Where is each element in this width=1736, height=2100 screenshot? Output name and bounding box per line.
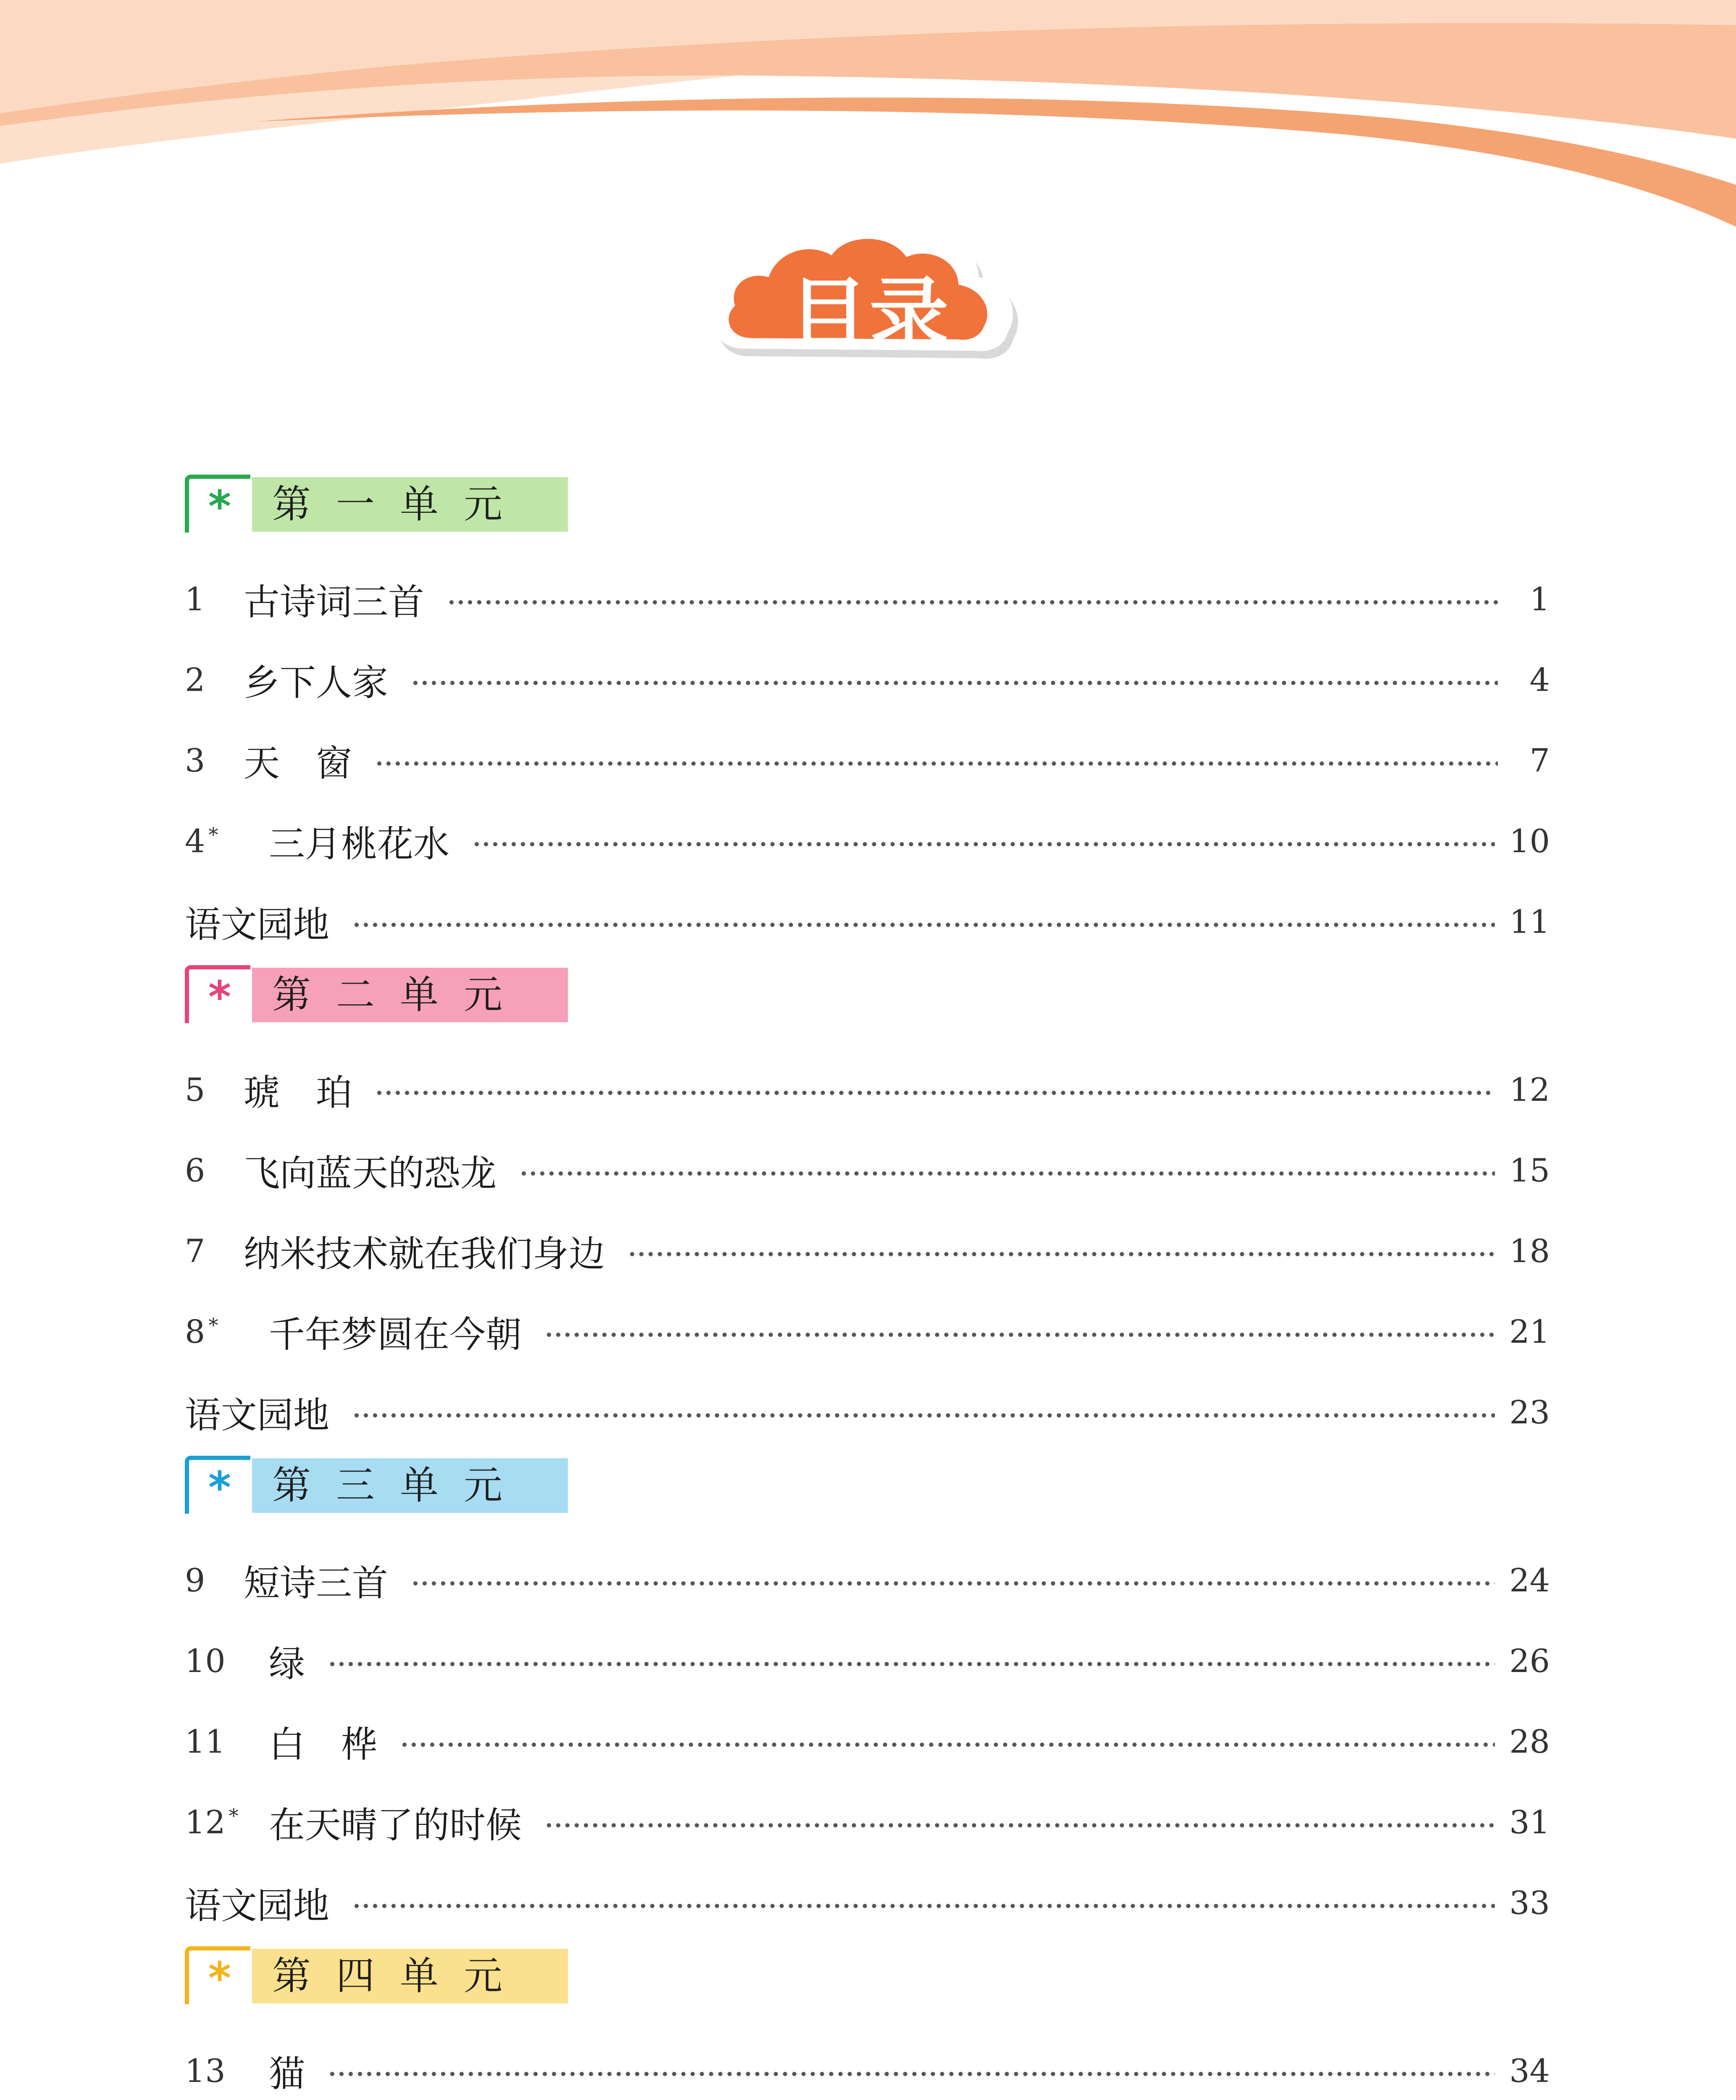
unit-header (185, 1456, 1550, 1515)
lesson-title: 语文园地 (185, 1394, 329, 1436)
toc-entry[interactable] (185, 881, 1550, 962)
dot-leader (375, 1089, 1495, 1097)
lesson-number (185, 1071, 244, 1108)
lesson-number (185, 661, 244, 698)
unit-label: 第四单元 (272, 1953, 528, 1998)
lesson-title: 千年梦圆在今朝 (269, 1314, 522, 1356)
unit-label-bar (252, 1949, 568, 2003)
toc-entry[interactable] (185, 1372, 1550, 1452)
dot-leader (352, 1902, 1495, 1910)
unit-asterisk-icon (185, 1946, 250, 2004)
unit-label: 第二单元 (272, 972, 528, 1017)
lesson-number (185, 1152, 244, 1189)
lesson-number-value: 9 (185, 1561, 205, 1599)
lesson-number-value: 2 (185, 661, 205, 698)
page-number: 1 (1529, 580, 1550, 618)
top-wave-decoration (0, 0, 1736, 235)
toc-entry[interactable] (185, 1049, 1550, 1130)
toc-entry[interactable] (185, 1620, 1550, 1701)
lesson-title: 短诗三首 (244, 1562, 388, 1604)
unit-asterisk-icon (185, 1456, 250, 1514)
dot-leader (352, 1411, 1495, 1420)
lesson-number (185, 1313, 269, 1350)
dot-leader (447, 598, 1498, 606)
lesson-title: 天 窗 (244, 743, 352, 785)
lesson-number-value: 5 (185, 1071, 205, 1108)
table-of-contents (185, 475, 1550, 2100)
page-number: 34 (1509, 2052, 1550, 2090)
dot-leader (400, 1740, 1495, 1749)
dot-leader (472, 840, 1495, 848)
dot-leader (411, 679, 1498, 687)
unit-asterisk-icon (185, 475, 250, 533)
toc-entry[interactable] (185, 1701, 1550, 1782)
lesson-title: 在天晴了的时候 (269, 1804, 522, 1846)
optional-lesson-star-icon: * (208, 823, 218, 846)
lesson-number (185, 1562, 244, 1599)
lesson-number (185, 1232, 244, 1270)
page-number: 21 (1509, 1312, 1550, 1350)
dot-leader (352, 921, 1495, 929)
unit-label-bar (252, 1458, 568, 1513)
lesson-number (185, 1642, 269, 1680)
unit-header (185, 965, 1550, 1024)
page-number: 10 (1509, 822, 1550, 860)
lesson-title: 白 桦 (269, 1724, 377, 1766)
lesson-number-value: 1 (185, 580, 205, 618)
toc-entry[interactable] (185, 1862, 1550, 1943)
toc-entry[interactable] (185, 1782, 1550, 1862)
toc-entry[interactable] (185, 1130, 1550, 1210)
dot-leader (544, 1821, 1495, 1830)
lesson-title: 三月桃花水 (269, 823, 449, 865)
lesson-title: 古诗词三首 (244, 581, 424, 623)
dot-leader (328, 1660, 1495, 1668)
lesson-number (185, 742, 244, 779)
toc-entry[interactable] (185, 1291, 1550, 1372)
lesson-number-value: 11 (185, 1722, 226, 1760)
lesson-number-value: 7 (185, 1232, 205, 1270)
asterisk-icon: * (208, 1462, 231, 1513)
lesson-number (185, 1803, 269, 1841)
lesson-number-value: 12 (185, 1803, 226, 1841)
toc-entry[interactable] (185, 2030, 1550, 2100)
asterisk-icon: * (208, 1953, 231, 2004)
lesson-number-value: 10 (185, 1642, 226, 1680)
dot-leader (328, 2070, 1495, 2078)
page-number: 4 (1529, 661, 1550, 698)
lesson-title: 绿 (269, 1643, 305, 1685)
page-number: 12 (1509, 1071, 1550, 1108)
lesson-number-value: 8 (185, 1312, 205, 1350)
lesson-title: 猫 (269, 2053, 305, 2095)
page-number: 11 (1509, 903, 1550, 940)
lesson-number-value: 6 (185, 1151, 205, 1189)
unit-header (185, 1946, 1550, 2005)
page-number: 23 (1509, 1393, 1550, 1431)
page-number: 7 (1529, 741, 1550, 779)
dot-leader (411, 1579, 1495, 1588)
unit-label: 第三单元 (272, 1463, 528, 1508)
toc-entry[interactable] (185, 801, 1550, 881)
unit-header (185, 475, 1550, 533)
toc-entry[interactable] (185, 1540, 1550, 1620)
title-cloud (706, 210, 1033, 386)
unit-label-bar (252, 477, 568, 532)
lesson-number (185, 822, 269, 860)
lesson-number (185, 2052, 269, 2090)
toc-entry[interactable] (185, 720, 1550, 801)
lesson-number-value: 4 (185, 822, 205, 860)
page-number: 31 (1509, 1803, 1550, 1841)
lesson-title: 语文园地 (185, 1885, 329, 1927)
lesson-title: 纳米技术就在我们身边 (244, 1233, 605, 1275)
lesson-number (185, 580, 244, 618)
lesson-number-value: 3 (185, 741, 205, 779)
page-number: 28 (1509, 1722, 1550, 1760)
toc-entry[interactable] (185, 639, 1550, 720)
page-number: 15 (1509, 1151, 1550, 1189)
toc-entry[interactable] (185, 559, 1550, 639)
asterisk-icon: * (208, 971, 231, 1023)
dot-leader (519, 1169, 1495, 1178)
optional-lesson-star-icon: * (228, 1804, 239, 1827)
page-number: 26 (1509, 1642, 1550, 1680)
asterisk-icon: * (208, 481, 231, 532)
unit-asterisk-icon (185, 965, 250, 1023)
dot-leader (375, 759, 1498, 768)
unit-label-bar (252, 968, 568, 1022)
lesson-number-value: 13 (185, 2052, 226, 2090)
lesson-title: 乡下人家 (244, 662, 388, 704)
optional-lesson-star-icon: * (208, 1313, 218, 1336)
page-number: 18 (1509, 1232, 1550, 1270)
toc-entry[interactable] (185, 1210, 1550, 1291)
page-number: 24 (1509, 1561, 1550, 1599)
dot-leader (544, 1331, 1495, 1339)
lesson-title: 琥 珀 (244, 1072, 352, 1114)
dot-leader (628, 1250, 1495, 1258)
page-title: 目录 (789, 269, 950, 361)
lesson-title: 飞向蓝天的恐龙 (244, 1152, 496, 1194)
page-number: 33 (1509, 1884, 1550, 1922)
lesson-number (185, 1723, 269, 1760)
unit-label: 第一单元 (272, 482, 528, 527)
lesson-title: 语文园地 (185, 904, 329, 946)
